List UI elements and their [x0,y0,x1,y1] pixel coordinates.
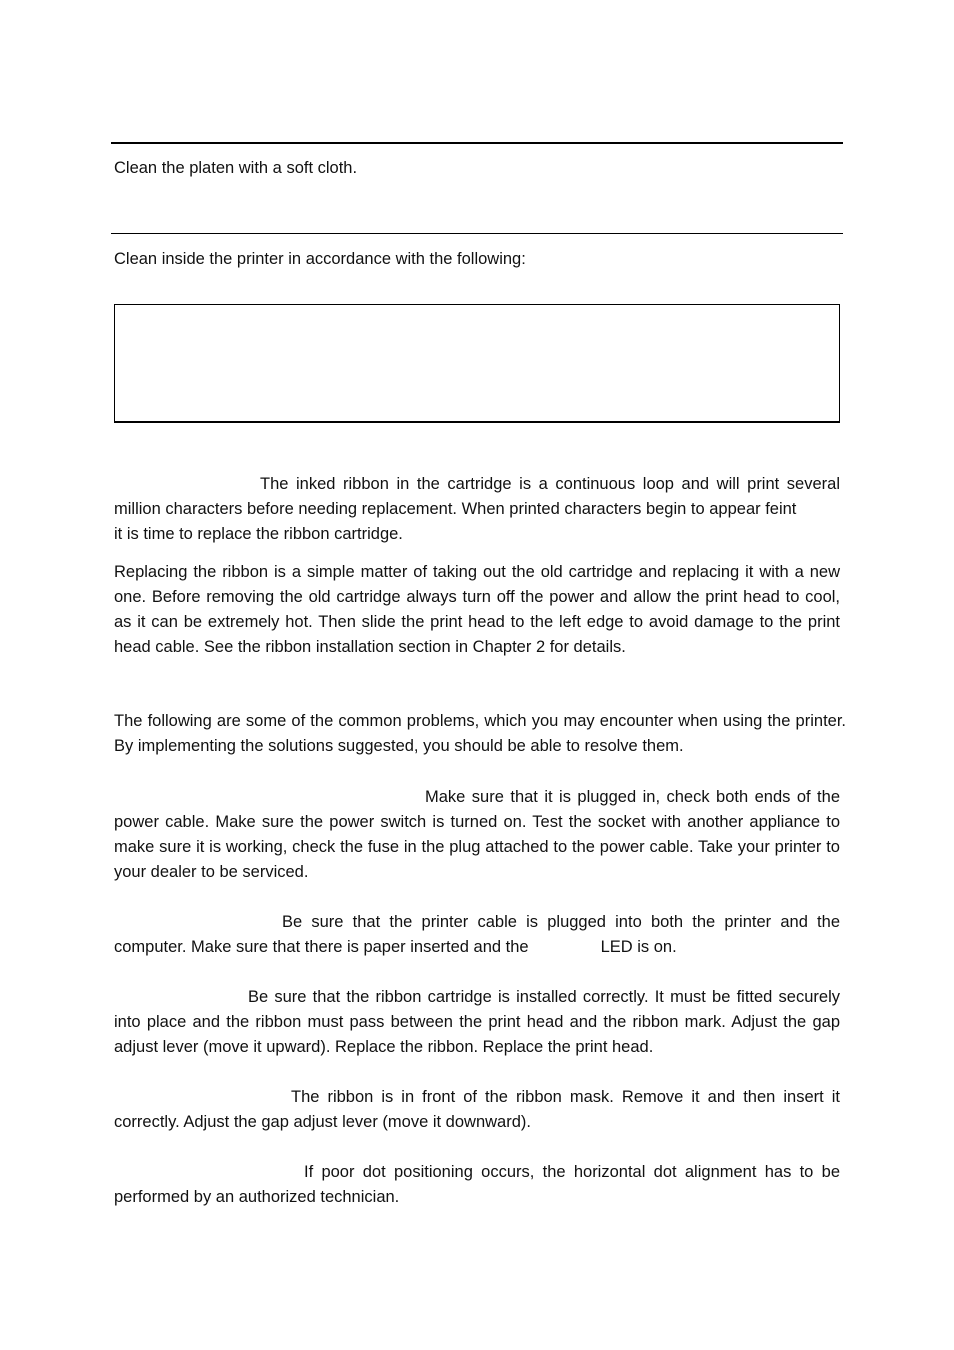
problem-dots-paragraph: If poor dot positioning occurs, the horizontal dot alignment has to be performed by an authorized technician. [114,1163,840,1206]
problem-cable-led-text: LED is on. [600,938,677,956]
inside-cleaning-text: Clean inside the printer in accordance with the following: [114,250,526,268]
problem-ribbon-paragraph: Be sure that the ribbon cartridge is installed correctly. It must be fitted securely into place and the ribbon must pass between the print head and the ribbon mark. Adjust the gap adjust lever (move it upward). Replace the ribbon. Replace the print head. [114,988,840,1056]
ribbon-paragraph-line-2: million characters before needing replacement. When printed characters begin to appear feint [114,500,797,518]
problem-cable-text: Be sure that the printer cable is plugged into both the printer and the computer. Make sure that there is paper inserted and the [114,913,840,956]
ribbon-replacement-paragraph: Replacing the ribbon is a simple matter of taking out the old cartridge and replacing it with a new one. Before removing the old cartridge always turn off the power and allow the print head to cool, as it can be extremely hot. Then slide the print head to the left edge to avoid damage to the print head cable. See the ribbon installation section in Chapter 2 for details. [114,563,840,656]
problem-power-paragraph: Make sure that it is plugged in, check both ends of the power cable. Make sure the power switch is turned on. Test the socket with another appliance to make sure it is working, check the fuse in the plug attached to the power cable. Take your printer to your dealer to be serviced. [114,788,840,881]
platen-cleaning-text: Clean the platen with a soft cloth. [114,159,358,177]
troubleshooting-intro: The following are some of the common problems, which you may encounter when using the printer. By implementing the solutions suggested, you should be able to resolve them. [114,712,846,755]
problem-mask-paragraph: The ribbon is in front of the ribbon mask. Remove it and then insert it correctly. Adjust the gap adjust lever (move it downward). [114,1088,840,1131]
ribbon-paragraph-line-1-text: The inked ribbon in the cartridge is a continuous loop and will print several [260,475,840,493]
problem-cable-paragraph [114,910,840,960]
ribbon-paragraph-line-3: it is time to replace the ribbon cartridge. [114,525,403,543]
section-rule-inside [111,233,843,234]
ribbon-paragraph-line-1 [114,474,840,494]
section-rule-top [111,142,843,144]
caution-box [114,304,840,423]
